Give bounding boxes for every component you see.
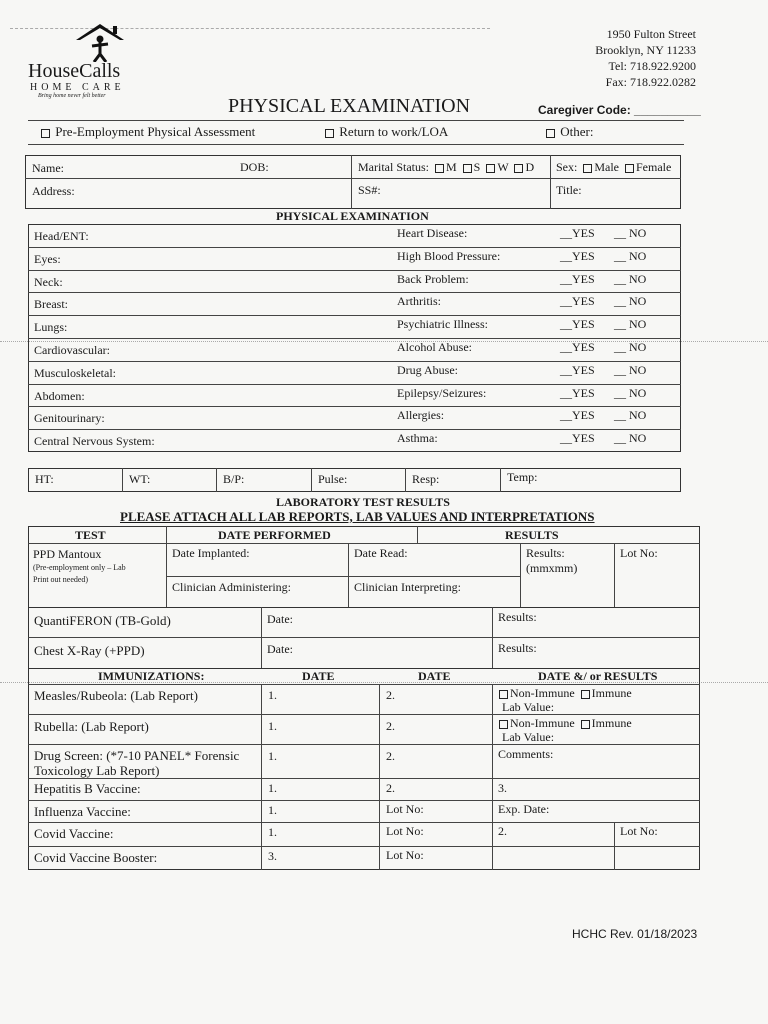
- imm-row-divider: [28, 714, 700, 715]
- checkbox-icon[interactable]: [546, 129, 555, 138]
- checkbox-icon[interactable]: [625, 164, 634, 173]
- exam-condition-label: Drug Abuse:: [397, 362, 458, 377]
- covid-date2[interactable]: 2.: [498, 824, 507, 838]
- divider: [28, 120, 684, 121]
- drug-screen-comments[interactable]: Comments:: [498, 747, 554, 761]
- dob-field[interactable]: DOB:: [240, 160, 269, 174]
- exam-condition-label: Back Problem:: [397, 271, 469, 286]
- drug-screen-label1: Drug Screen: (*7-10 PANEL* Forensic: [34, 748, 240, 763]
- rubella-lab-value[interactable]: Lab Value:: [502, 730, 555, 744]
- rubella-label: Rubella: (Lab Report): [34, 719, 149, 734]
- org-fax: Fax: 718.922.0282: [605, 75, 696, 89]
- exam-row-divider: [28, 338, 681, 339]
- revision-footer: HCHC Rev. 01/18/2023: [572, 927, 698, 941]
- measles-immune[interactable]: Non-Immune Immune: [496, 686, 632, 701]
- measles-label: Measles/Rubeola: (Lab Report): [34, 688, 198, 703]
- imm-col-results: DATE &/ or RESULTS: [538, 669, 658, 683]
- exam-no-option[interactable]: __ NO: [614, 431, 647, 446]
- clinician-administering[interactable]: Clinician Administering:: [172, 580, 291, 594]
- lab-notice: PLEASE ATTACH ALL LAB REPORTS, LAB VALUES AND INTERPRETATIONS: [120, 509, 595, 524]
- checkbox-icon[interactable]: [325, 129, 334, 138]
- sex-field[interactable]: Sex: Male Female: [556, 160, 672, 174]
- exam-yes-option[interactable]: __YES: [560, 385, 595, 400]
- drug-screen-date1[interactable]: 1.: [268, 749, 277, 763]
- imm-col-divider: [492, 684, 493, 870]
- exam-row-divider: [28, 270, 681, 271]
- exam-system-label[interactable]: Breast:: [34, 297, 68, 312]
- exam-no-option[interactable]: __ NO: [614, 226, 647, 240]
- ppd-note2: Print out needed): [33, 575, 89, 584]
- exam-system-label[interactable]: Eyes:: [34, 251, 61, 266]
- wt-field[interactable]: WT:: [129, 472, 151, 486]
- exam-heading: PHYSICAL EXAMINATION: [276, 209, 429, 223]
- marital-status[interactable]: Marital Status: M S W D: [358, 160, 535, 174]
- pulse-field[interactable]: Pulse:: [318, 472, 348, 486]
- exam-system-label[interactable]: Abdomen:: [34, 388, 85, 403]
- exam-row-divider: [28, 315, 681, 316]
- checkbox-icon[interactable]: [583, 164, 592, 173]
- checkbox-icon[interactable]: [486, 164, 495, 173]
- exam-row-divider: [28, 406, 681, 407]
- imm-col-date2: DATE: [418, 669, 451, 683]
- exam-row-divider: [28, 429, 681, 430]
- checkbox-icon[interactable]: [463, 164, 472, 173]
- title-field[interactable]: Title:: [556, 183, 582, 197]
- chest-xray-results[interactable]: Results:: [498, 641, 537, 655]
- exam-yes-option[interactable]: __YES: [560, 431, 595, 446]
- exam-condition-label: Arthritis:: [397, 294, 441, 309]
- imm-col-divider: [614, 822, 615, 870]
- exam-condition-label: Psychiatric Illness:: [397, 317, 488, 332]
- exam-system-label[interactable]: Cardiovascular:: [34, 343, 110, 357]
- exam-row-divider: [28, 361, 681, 362]
- ppd-label: PPD Mantoux: [33, 547, 102, 561]
- bp-field[interactable]: B/P:: [223, 472, 245, 486]
- covid-lot[interactable]: Lot No:: [386, 824, 424, 838]
- exam-system-label[interactable]: Neck:: [34, 274, 63, 289]
- influenza-exp[interactable]: Exp. Date:: [498, 802, 550, 816]
- clinician-interpreting[interactable]: Clinician Interpreting:: [354, 580, 461, 594]
- org-tagline: Bring home never felt better: [38, 93, 106, 99]
- hepb-date1[interactable]: 1.: [268, 781, 277, 795]
- exam-system-label[interactable]: Genitourinary:: [34, 411, 105, 426]
- quantiferon-results[interactable]: Results:: [498, 610, 537, 624]
- ppd-note1: (Pre-employment only – Lab: [33, 563, 126, 572]
- exam-row-divider: [28, 384, 681, 385]
- quantiferon-date[interactable]: Date:: [267, 612, 293, 626]
- type-other[interactable]: Other:: [543, 124, 593, 140]
- covid-date1[interactable]: 1.: [268, 825, 277, 839]
- date-read[interactable]: Date Read:: [354, 546, 408, 560]
- logo: [28, 22, 148, 102]
- booster-date[interactable]: 3.: [268, 849, 277, 863]
- exam-no-option[interactable]: __ NO: [614, 385, 647, 400]
- chest-xray-date[interactable]: Date:: [267, 642, 293, 656]
- ppd-results[interactable]: Results:: [526, 546, 565, 560]
- exam-condition-label: High Blood Pressure:: [397, 248, 501, 263]
- rubella-immune[interactable]: Non-Immune Immune: [496, 716, 632, 731]
- checkbox-icon[interactable]: [499, 720, 508, 729]
- imm-col-divider: [261, 684, 262, 870]
- checkbox-icon[interactable]: [514, 164, 523, 173]
- type-return-to-work[interactable]: Return to work/LOA: [322, 124, 448, 140]
- ppd-lot-no[interactable]: Lot No:: [620, 546, 658, 560]
- exam-system-label[interactable]: Head/ENT:: [34, 229, 89, 243]
- lab-table: [28, 526, 700, 608]
- exam-condition-label: Heart Disease:: [397, 226, 468, 240]
- vitals-table: [28, 468, 681, 492]
- covid-label: Covid Vaccine:: [34, 826, 114, 841]
- checkbox-icon[interactable]: [435, 164, 444, 173]
- date-implanted[interactable]: Date Implanted:: [172, 546, 250, 560]
- influenza-date1[interactable]: 1.: [268, 803, 277, 817]
- org-name: HouseCalls: [28, 60, 121, 82]
- exam-yes-option[interactable]: __YES: [560, 362, 595, 377]
- ssn-field[interactable]: SS#:: [358, 183, 381, 197]
- measles-lab-value[interactable]: Lab Value:: [502, 700, 555, 714]
- divider: [28, 144, 684, 145]
- exam-condition-label: Epilepsy/Seizures:: [397, 385, 487, 400]
- exam-yes-option[interactable]: __YES: [560, 340, 595, 354]
- ppd-mmxmm: (mmxmm): [526, 561, 578, 575]
- exam-condition-label: Alcohol Abuse:: [397, 340, 472, 354]
- exam-system-label[interactable]: Lungs:: [34, 320, 68, 335]
- org-tel: Tel: 718.922.9200: [608, 59, 696, 73]
- imm-row-divider: [28, 744, 700, 745]
- exam-yes-option[interactable]: __YES: [560, 248, 595, 263]
- exam-yes-option[interactable]: __YES: [560, 317, 595, 332]
- exam-yes-option[interactable]: __YES: [560, 408, 595, 423]
- influenza-lot[interactable]: Lot No:: [386, 802, 424, 816]
- exam-no-option[interactable]: __ NO: [614, 294, 647, 309]
- exam-condition-label: Asthma:: [397, 431, 438, 446]
- org-sub: HOME CARE: [30, 82, 125, 93]
- exam-yes-option[interactable]: __YES: [560, 271, 595, 286]
- org-contact: [595, 26, 696, 90]
- checkbox-icon[interactable]: [581, 690, 590, 699]
- ht-field[interactable]: HT:: [35, 472, 54, 486]
- resp-field[interactable]: Resp:: [412, 472, 440, 486]
- exam-row-divider: [28, 292, 681, 293]
- rubella-date1[interactable]: 1.: [268, 719, 277, 733]
- exam-no-option[interactable]: __ NO: [614, 248, 647, 263]
- hepb-label: Hepatitis B Vaccine:: [34, 781, 141, 796]
- type-pre-employment[interactable]: Pre-Employment Physical Assessment: [38, 124, 255, 140]
- lab-heading: LABORATORY TEST RESULTS: [276, 495, 450, 509]
- temp-field[interactable]: Temp:: [507, 470, 538, 484]
- exam-no-option[interactable]: __ NO: [614, 362, 647, 377]
- covid-lot2[interactable]: Lot No:: [620, 824, 658, 838]
- exam-no-option[interactable]: __ NO: [614, 408, 647, 423]
- name-field[interactable]: Name:: [32, 161, 64, 175]
- imm-col-divider: [379, 684, 380, 870]
- exam-row-divider: [28, 247, 681, 248]
- house-logo-icon: [28, 22, 148, 62]
- chest-xray-label: Chest X-Ray (+PPD): [34, 643, 145, 658]
- measles-date1[interactable]: 1.: [268, 688, 277, 702]
- drug-screen-label2: Toxicology Lab Report): [34, 763, 160, 778]
- col-results: RESULTS: [505, 528, 559, 542]
- page-title: PHYSICAL EXAMINATION: [228, 95, 471, 117]
- imm-col-date1: DATE: [302, 669, 335, 683]
- exam-system-label[interactable]: Musculoskeletal:: [34, 365, 116, 380]
- exam-no-option[interactable]: __ NO: [614, 340, 647, 354]
- measles-date2[interactable]: 2.: [386, 688, 395, 702]
- booster-lot[interactable]: Lot No:: [386, 848, 424, 862]
- org-address2: Brooklyn, NY 11233: [595, 43, 696, 57]
- quantiferon-label: QuantiFERON (TB-Gold): [34, 613, 171, 628]
- exam-yes-option[interactable]: __YES: [560, 226, 595, 240]
- address-field[interactable]: Address:: [32, 184, 75, 198]
- hepb-date2[interactable]: 2.: [386, 781, 395, 795]
- influenza-label: Influenza Vaccine:: [34, 804, 131, 819]
- booster-label: Covid Vaccine Booster:: [34, 850, 158, 865]
- imm-row-divider: [28, 684, 700, 685]
- exam-no-option[interactable]: __ NO: [614, 317, 647, 332]
- imm-row-divider: [28, 800, 700, 801]
- checkbox-icon[interactable]: [581, 720, 590, 729]
- imm-row-divider: [28, 822, 700, 823]
- exam-no-option[interactable]: __ NO: [614, 271, 647, 286]
- caregiver-code[interactable]: Caregiver Code: __________: [538, 103, 701, 117]
- hepb-date3[interactable]: 3.: [498, 781, 507, 795]
- exam-system-label[interactable]: Central Nervous System:: [34, 434, 155, 449]
- org-address1: 1950 Fulton Street: [606, 27, 696, 41]
- rubella-date2[interactable]: 2.: [386, 719, 395, 733]
- exam-yes-option[interactable]: __YES: [560, 294, 595, 309]
- col-date-performed: DATE PERFORMED: [218, 528, 331, 542]
- imm-row-divider: [28, 846, 700, 847]
- imm-heading: IMMUNIZATIONS:: [98, 669, 205, 683]
- col-test: TEST: [75, 528, 106, 542]
- checkbox-icon[interactable]: [499, 690, 508, 699]
- exam-condition-label: Allergies:: [397, 408, 445, 423]
- checkbox-icon[interactable]: [41, 129, 50, 138]
- drug-screen-date2[interactable]: 2.: [386, 749, 395, 763]
